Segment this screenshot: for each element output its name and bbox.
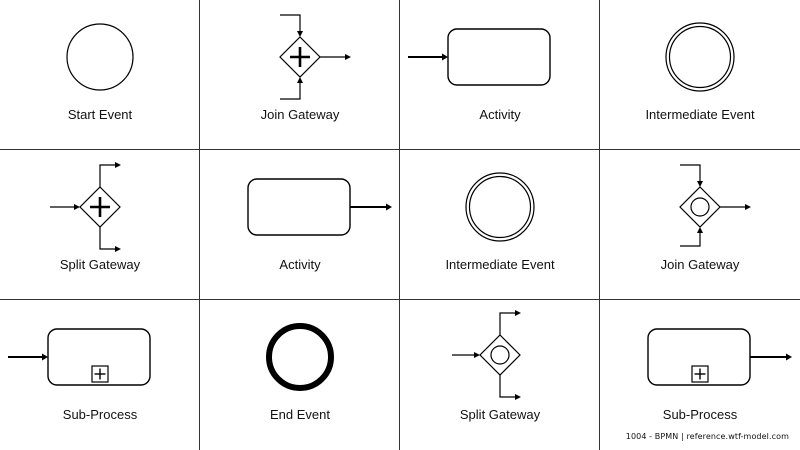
cell-label: End Event: [270, 407, 330, 422]
cell-label: Join Gateway: [260, 107, 340, 122]
end-event-icon: [200, 300, 400, 450]
cell-label: Activity: [279, 257, 321, 272]
cell-label: Activity: [479, 107, 521, 122]
activity-icon: [200, 150, 400, 300]
activity-icon: [400, 0, 600, 150]
cell-end-event: [200, 300, 400, 450]
inclusive-split-gateway-icon: [400, 300, 600, 450]
inclusive-join-gateway-icon: [600, 150, 800, 300]
cell-label: Sub-Process: [662, 407, 738, 422]
cell-intermediate-event: [400, 150, 600, 300]
cell-split-gateway-inclusive: [400, 300, 600, 450]
intermediate-event-icon: [600, 0, 800, 150]
cell-label: Split Gateway: [459, 407, 541, 422]
start-event-icon: [0, 0, 200, 150]
cell-activity: [200, 150, 400, 300]
cell-split-gateway-parallel: [0, 150, 200, 300]
cell-sub-process: [600, 300, 800, 450]
cell-label: Split Gateway: [59, 257, 141, 272]
cell-join-gateway-parallel: [200, 0, 400, 150]
cell-join-gateway-inclusive: [600, 150, 800, 300]
intermediate-event-icon: [400, 150, 600, 300]
cell-start-event: [0, 0, 200, 150]
cell-label: Sub-Process: [62, 407, 138, 422]
cell-label: Intermediate Event: [645, 107, 755, 122]
cell-activity: [400, 0, 600, 150]
cell-label: Intermediate Event: [445, 257, 555, 272]
cell-label: Join Gateway: [660, 257, 740, 272]
parallel-join-gateway-icon: [200, 0, 400, 150]
cell-intermediate-event: [600, 0, 800, 150]
footer-reference: 1004 - BPMN | reference.wtf-model.com: [625, 432, 789, 441]
cell-label: Start Event: [67, 107, 133, 122]
sub-process-icon: [0, 300, 200, 450]
sub-process-icon: [600, 300, 800, 450]
parallel-split-gateway-icon: [0, 150, 200, 300]
cell-sub-process: [0, 300, 200, 450]
